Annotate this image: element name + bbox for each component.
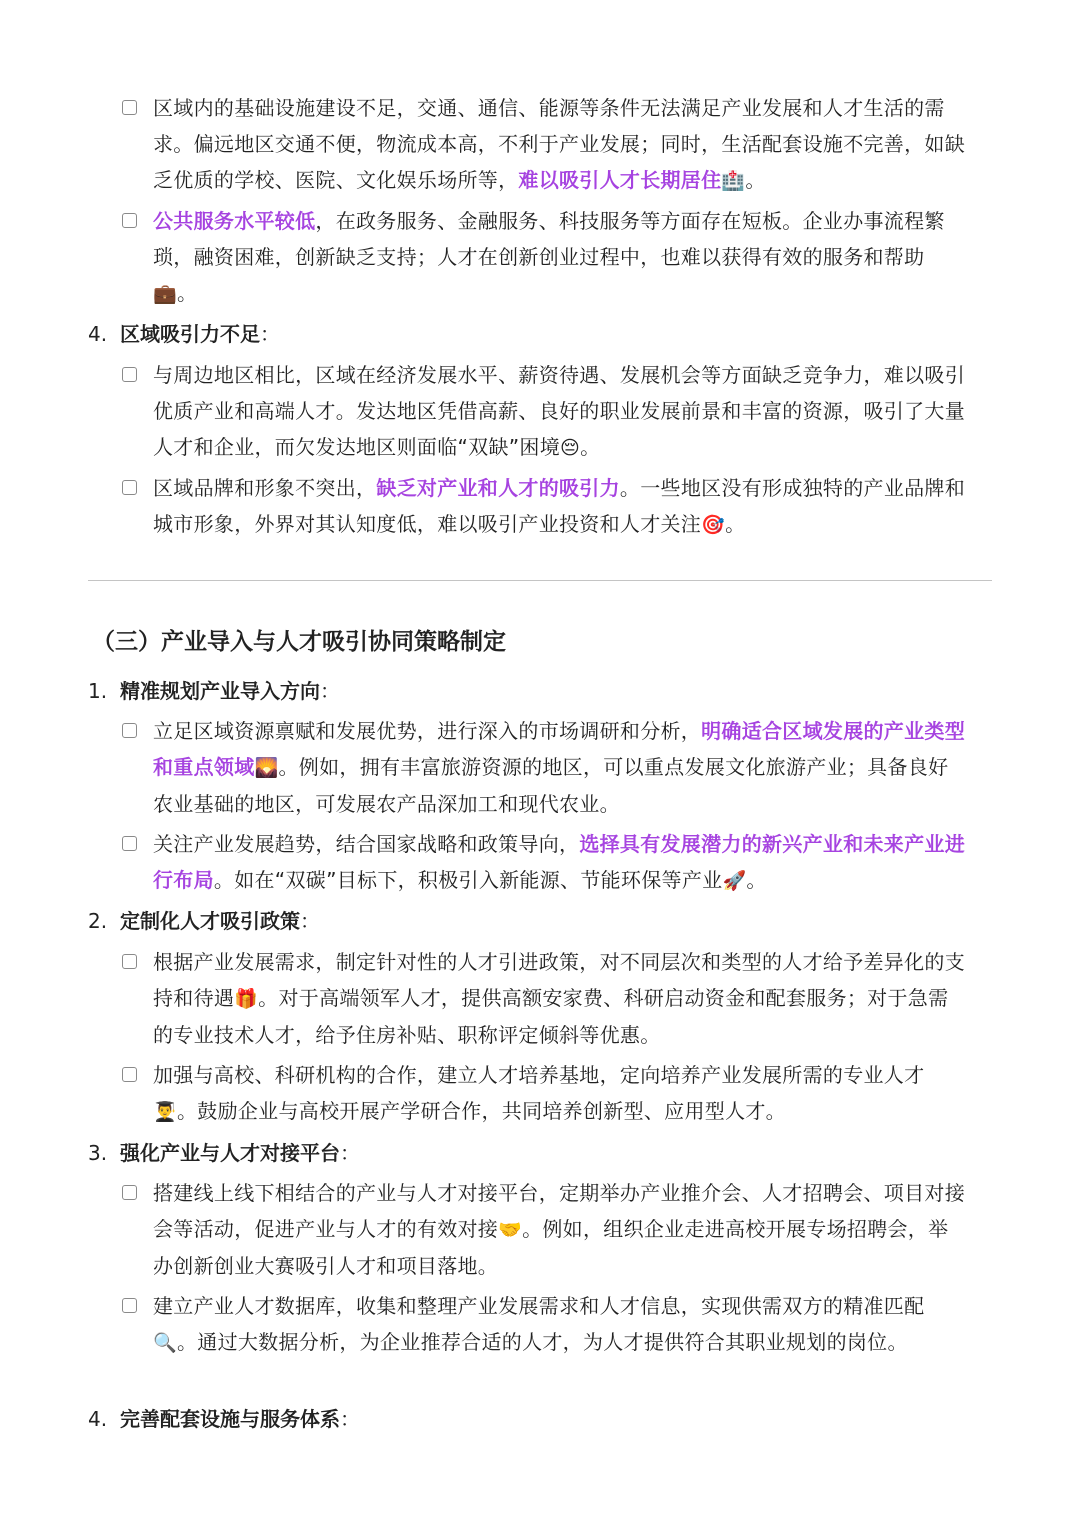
bullet-competitiveness [122, 357, 967, 466]
bullet-emerging-industries [122, 826, 967, 899]
section-divider [88, 580, 992, 581]
magnifier-icon: 🔍 [153, 1332, 177, 1354]
checkbox[interactable] [122, 1067, 137, 1082]
bullet-text: 根据产业发展需求，制定针对性的人才引进政策，对不同层次和类型的人才给予差异化的支持和待遇🎁。对于高端领军人才，提供高额安家费、科研启动资金和配套服务；对于急需的专业技术人才，给予住房补贴、职称评定倾斜等优惠。 [153, 950, 965, 1047]
highlight-text: 难以吸引人才长期居住 [518, 168, 722, 192]
bullet-text: 区域内的基础设施建设不足，交通、通信、能源等条件无法满足产业发展和人才生活的需求。偏远地区交通不便，物流成本高，不利于产业发展；同时，生活配套设施不完善，如缺乏优质的学校、医院、文化娱乐场所等，难以吸引人才长期居住🏥。 [153, 96, 965, 192]
bullet-public-services [122, 203, 967, 312]
bullet-text: 加强与高校、科研机构的合作，建立人才培养基地，定向培养产业发展所需的专业人才👨‍🎓。鼓励企业与高校开展产学研合作，共同培养创新型、应用型人才。 [153, 1063, 925, 1123]
gift-icon: 🎁 [234, 988, 259, 1010]
checkbox[interactable] [122, 213, 137, 228]
bullet-matching-platform [122, 1175, 967, 1284]
bullet-infrastructure [122, 90, 967, 199]
hospital-icon: 🏥 [721, 170, 746, 192]
handshake-icon: 🤝 [498, 1219, 523, 1241]
bullet-text: 关注产业发展趋势，结合国家战略和政策导向，选择具有发展潜力的新兴产业和未来产业进行布局。如在“双碳”目标下，积极引入新能源、节能环保等产业🚀。 [153, 832, 966, 892]
numbered-heading-1: 1. 精准规划产业导入方向： [88, 679, 340, 703]
checkbox[interactable] [122, 100, 137, 115]
checkbox[interactable] [122, 723, 137, 738]
bullet-text: 搭建线上线下相结合的产业与人才对接平台，定期举办产业推介会、人才招聘会、项目对接会等活动，促进产业与人才的有效对接🤝。例如，组织企业走进高校开展专场招聘会，举办创新创业大赛吸引人才和项目落地。 [153, 1181, 965, 1278]
pensive-face-icon: 😔 [560, 437, 581, 459]
checkbox[interactable] [122, 954, 137, 969]
bullet-text: 立足区域资源禀赋和发展优势，进行深入的市场调研和分析，明确适合区域发展的产业类型和重点领域🌄。例如，拥有丰富旅游资源的地区，可以重点发展文化旅游产业；具备良好农业基础的地区，可发展农产品深加工和现代农业。 [153, 719, 966, 816]
section-title: （三）产业导入与人才吸引协同策略制定 [92, 629, 506, 655]
graduate-icon: 👨‍🎓 [153, 1101, 177, 1123]
checkbox[interactable] [122, 1185, 137, 1200]
highlight-text: 公共服务水平较低 [153, 209, 316, 233]
bullet-university-cooperation [122, 1057, 967, 1130]
bullet-text: 建立产业人才数据库，收集和整理产业发展需求和人才信息，实现供需双方的精准匹配🔍。通过大数据分析，为企业推荐合适的人才，为人才提供符合其职业规划的岗位。 [153, 1294, 925, 1354]
bullet-text: 公共服务水平较低，在政务服务、金融服务、科技服务等方面存在短板。企业办事流程繁琐，融资困难，创新缺乏支持；人才在创新创业过程中，也难以获得有效的服务和帮助💼。 [153, 209, 945, 305]
highlight-text: 明确适合区域发展的产业类型和重点领域 [153, 719, 966, 779]
numbered-heading-3: 3. 强化产业与人才对接平台： [88, 1141, 360, 1165]
highlight-text: 缺乏对产业和人才的吸引力 [376, 476, 620, 500]
numbered-heading-2: 2. 定制化人才吸引政策： [88, 909, 320, 933]
bullet-resource-advantage [122, 713, 967, 822]
highlight-text: 选择具有发展潜力的新兴产业和未来产业进行布局 [153, 832, 966, 892]
checkbox[interactable] [122, 1298, 137, 1313]
target-icon: 🎯 [701, 514, 726, 536]
bullet-text: 区域品牌和形象不突出，缺乏对产业和人才的吸引力。一些地区没有形成独特的产业品牌和城市形象，外界对其认知度低，难以吸引产业投资和人才关注🎯。 [153, 476, 966, 536]
bullet-talent-database [122, 1288, 967, 1361]
bullet-brand [122, 470, 967, 543]
bullet-text: 与周边地区相比，区域在经济发展水平、薪资待遇、发展机会等方面缺乏竞争力，难以吸引优质产业和高端人才。发达地区凭借高薪、良好的职业发展前景和丰富的资源，吸引了大量人才和企业，而欠发达地区则面临“双缺”困境😔。 [153, 363, 965, 459]
checkbox[interactable] [122, 367, 137, 382]
numbered-heading-4b: 4. 完善配套设施与服务体系： [88, 1407, 360, 1431]
checkbox[interactable] [122, 836, 137, 851]
numbered-heading-4a: 4. 区域吸引力不足： [88, 322, 280, 346]
sunrise-mountains-icon: 🌄 [254, 757, 279, 779]
briefcase-icon: 💼 [153, 283, 177, 305]
bullet-talent-policy [122, 944, 967, 1053]
checkbox[interactable] [122, 480, 137, 495]
rocket-icon: 🚀 [722, 870, 747, 892]
